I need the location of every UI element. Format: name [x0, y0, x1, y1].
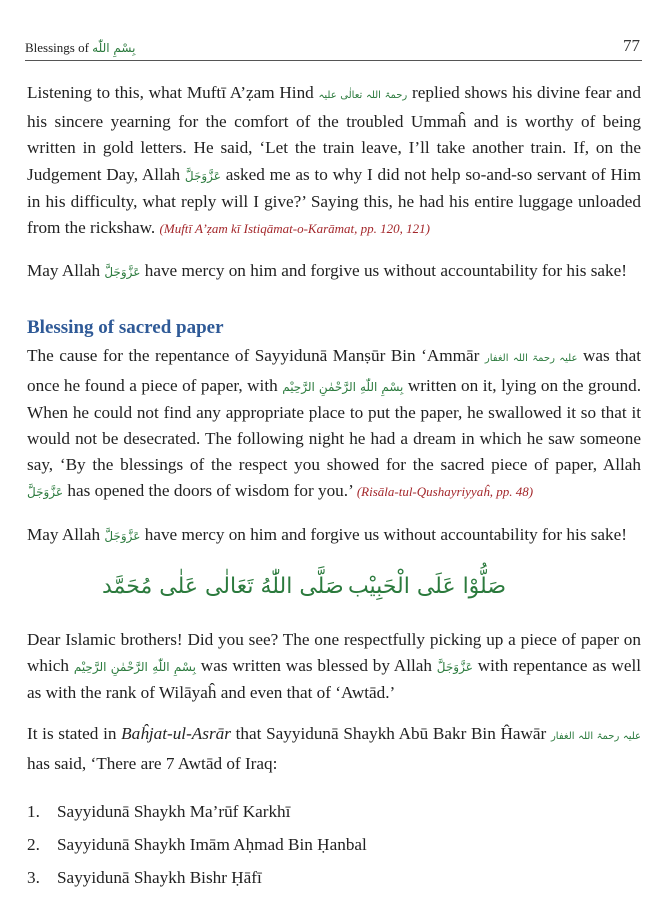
paragraph-1: [27, 80, 641, 242]
book-title: Baĥjat-ul-Asrār: [121, 724, 231, 744]
text: May Allah: [27, 261, 101, 281]
durood-calligraphy: [27, 567, 641, 607]
text: Dear Islamic brothers! Did you see? The one respectfully picking up a piece of paper on which: [27, 629, 641, 676]
text: have mercy on him and forgive us without accountability for his sake!: [144, 524, 627, 544]
durood-part-1: صَلُّوْا عَلَى الْحَبِيْب: [347, 573, 507, 599]
list-item: [27, 865, 641, 898]
running-title-text: Blessings of: [25, 40, 89, 55]
text: The cause for the repentance of Sayyidunā Manṣūr Bin ‘Ammār: [27, 346, 480, 366]
list-number: 1.: [27, 801, 40, 821]
page-header: [25, 34, 642, 61]
text: has said, ‘There are 7 Awtād of Iraq:: [27, 753, 278, 773]
citation: (Risāla-tul-Qushayriyyaĥ, pp. 48): [356, 484, 534, 500]
paragraph-6: [27, 721, 641, 776]
page-number: 77: [623, 36, 640, 55]
text: was that once he found a piece of paper, with: [27, 346, 641, 395]
awtad-list: [27, 799, 641, 898]
list-text: Sayyidunā Shaykh Imām Aḥmad Bin Ḥanbal: [57, 834, 367, 854]
arabic-honorific: علیہ رحمۃ اللہ الغفار: [484, 353, 578, 365]
text: written on it, lying on the ground. When he could not find any appropriate place to put the paper, he swallowed it so that it would not be desecrated. The following night he had a dream in which he saw someone say, ‘By the blessings of the respect you showed for the sacred piece of paper, Allah: [27, 375, 642, 475]
text: asked me as to why I did not help so-and-so servant of Him in his difficulty, what reply will I give?’ Saying this, he had his entire luggage unloaded from the rickshaw.: [27, 164, 642, 238]
arabic-honorific: عَزَّوَجَلَّ: [104, 265, 141, 280]
arabic-bismillah: بِسْمِ اللّٰهِ الرَّحْمٰنِ الرَّحِيْم: [282, 379, 404, 394]
arabic-honorific: عَزَّوَجَلَّ: [104, 528, 141, 543]
arabic-honorific: عَزَّوَجَلَّ: [436, 660, 473, 675]
text: with repentance as well as with the rank of Wilāyaĥ and even that of ‘Awtād.’: [27, 656, 642, 703]
text: that Sayyidunā Shaykh Abū Bakr Bin Ĥawār: [235, 724, 547, 744]
paragraph-5: [27, 627, 641, 707]
text: Listening to this, what Muftī A’ẓam Hind: [27, 83, 314, 102]
arabic-honorific: عَزَّوَجَلَّ: [184, 168, 221, 183]
paragraph-2: [27, 258, 641, 285]
text: was written was blessed by Allah: [200, 656, 432, 676]
paragraph-4: [27, 522, 641, 549]
section-heading: Blessing of sacred paper: [27, 317, 224, 339]
text: has opened the doors of wisdom for you.’: [67, 481, 353, 501]
text: have mercy on him and forgive us without accountability for his sake!: [144, 261, 627, 281]
arabic-honorific: رحمۃ اللہ تعالٰی علیہ: [318, 90, 408, 101]
list-number: 3.: [27, 867, 40, 887]
list-item: [27, 832, 641, 865]
page-body: [27, 80, 641, 898]
paragraph-3: [27, 343, 641, 505]
arabic-bismillah: بِسْمِ اللّٰهِ الرَّحْمٰنِ الرَّحِيْم: [73, 660, 196, 675]
citation: (Muftī A’ẓam kī Istiqāmat-o-Karāmat, pp. 120, 121): [159, 221, 430, 237]
durood-part-2: صَلَّى اللّٰهُ تَعَالٰى عَلٰى مُحَمَّد: [101, 573, 344, 599]
running-title: [25, 40, 135, 56]
running-title-arabic: بِسْمِ اللّٰه: [92, 41, 136, 55]
list-number: 2.: [27, 834, 40, 854]
list-item: [27, 799, 641, 832]
arabic-honorific: عَزَّوَجَلَّ: [27, 485, 64, 500]
text: It is stated in: [27, 724, 117, 744]
list-text: Sayyidunā Shaykh Ma’rūf Karkhī: [57, 801, 291, 821]
list-text: Sayyidunā Shaykh Bishr Ḥāfī: [57, 867, 262, 887]
text: May Allah: [27, 524, 101, 544]
text: replied shows his divine fear and his sincere yearning for the comfort of the troubled Ummaĥ and is worthy of being written in gold letters. He said, ‘Let the train leave, I’ll take another train. If, on the Judgement Day, Allah: [27, 83, 641, 184]
arabic-honorific: علیہ رحمۃ اللہ الغفار: [550, 731, 642, 743]
